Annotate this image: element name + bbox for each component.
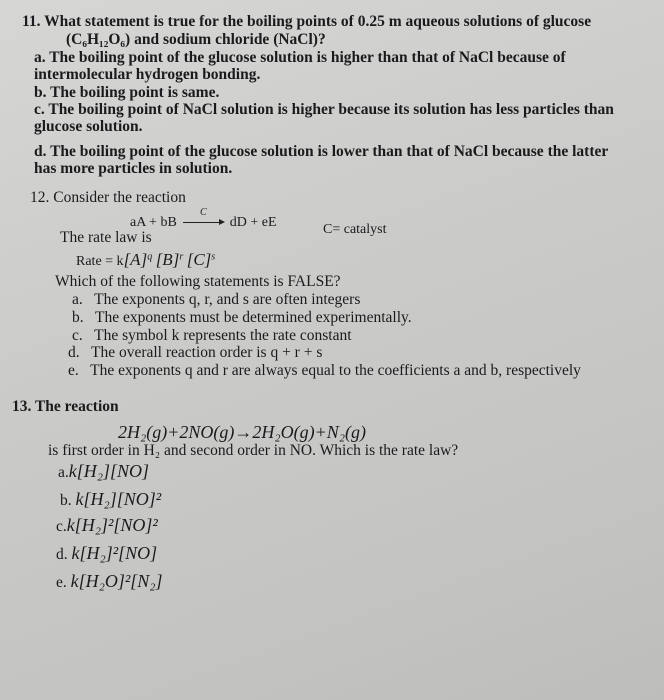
option-letter: d. — [56, 546, 68, 563]
q13-option — [56, 572, 163, 592]
option-text: The overall reaction order is q + r + s — [90, 344, 323, 361]
q13-equation: 2H₂(g)+2NO(g)→2H₂O(g)+N₂(g) — [118, 422, 367, 442]
option-letter: e. — [56, 574, 67, 591]
products: dD + eE — [229, 215, 277, 230]
q11-stem-cont: (C₆H₁₂O₆) and sodium chloride (NaCl)? — [66, 31, 326, 48]
q11-option-c-cont: glucose solution. — [34, 118, 143, 135]
rate-law-intro: The rate law is — [60, 229, 152, 246]
rate-prefix: Rate = k — [76, 254, 124, 269]
q12-question: Which of the following statements is FALSE? — [55, 273, 341, 290]
q12-option — [72, 291, 360, 309]
q11-option-d: d. The boiling point of the glucose solution is lower than that of NaCl because the latter — [34, 143, 609, 160]
option-formula: k[H₂O]²[N₂] — [70, 571, 163, 591]
option-letter: c. — [56, 518, 67, 535]
q11-option-d-cont: has more particles in solution. — [34, 160, 233, 177]
conc-c: [C] — [186, 250, 212, 269]
option-letter: d. — [68, 344, 80, 361]
q11-option-a-cont: intermolecular hydrogen bonding. — [34, 66, 261, 83]
option-formula: k[H₂]²[NO] — [71, 543, 158, 563]
q13-question: is first order in H₂ and second order in NO. Which is the rate law? — [48, 442, 459, 459]
q12-reaction — [130, 207, 277, 232]
q12-option — [72, 327, 352, 345]
reaction-arrow-icon — [180, 207, 226, 232]
q11-option-a: a. The boiling point of the glucose solution is higher than that of NaCl because of — [34, 49, 566, 66]
exp-q: q — [147, 251, 153, 263]
option-formula: k[H₂][NO] — [68, 461, 150, 481]
exp-r: r — [179, 251, 184, 263]
option-text: The exponents must be determined experimentally. — [94, 309, 412, 326]
catalyst-note: C= catalyst — [323, 222, 387, 237]
option-formula: k[H₂]²[NO]² — [66, 515, 158, 535]
q13-option — [56, 516, 158, 536]
option-letter: a. — [58, 464, 69, 481]
rate-law — [76, 251, 215, 271]
q11-option-b: b. The boiling point is same. — [34, 84, 220, 101]
q13-title: 13. The reaction — [12, 398, 119, 415]
q11-option-c: c. The boiling point of NaCl solution is higher because its solution has less particles than — [34, 101, 614, 118]
option-letter: b. — [72, 309, 84, 326]
option-formula: k[H₂][NO]² — [75, 489, 162, 509]
catalyst-label: C — [199, 207, 207, 218]
q12-title: 12. Consider the reaction — [30, 189, 186, 206]
exp-s: s — [211, 251, 216, 263]
conc-a: [A] — [123, 250, 148, 269]
option-text: The symbol k represents the rate constant — [94, 327, 352, 344]
q12-option — [68, 362, 581, 380]
option-text: The exponents q, r, and s are often integers — [94, 291, 361, 308]
option-letter: b. — [60, 492, 72, 509]
q12-option — [72, 309, 412, 327]
q13-option — [60, 490, 161, 510]
option-text: The exponents q and r are always equal to the coefficients a and b, respectively — [90, 362, 581, 379]
q13-option — [56, 544, 157, 564]
reactants: aA + bB — [130, 215, 177, 230]
option-letter: a. — [72, 291, 83, 308]
q13-option — [58, 462, 149, 482]
option-letter: c. — [72, 327, 83, 344]
conc-b: [B] — [155, 250, 180, 269]
q12-option — [68, 344, 322, 362]
option-letter: e. — [68, 362, 79, 379]
q11-stem: 11. What statement is true for the boiling points of 0.25 m aqueous solutions of glucose — [22, 13, 592, 30]
